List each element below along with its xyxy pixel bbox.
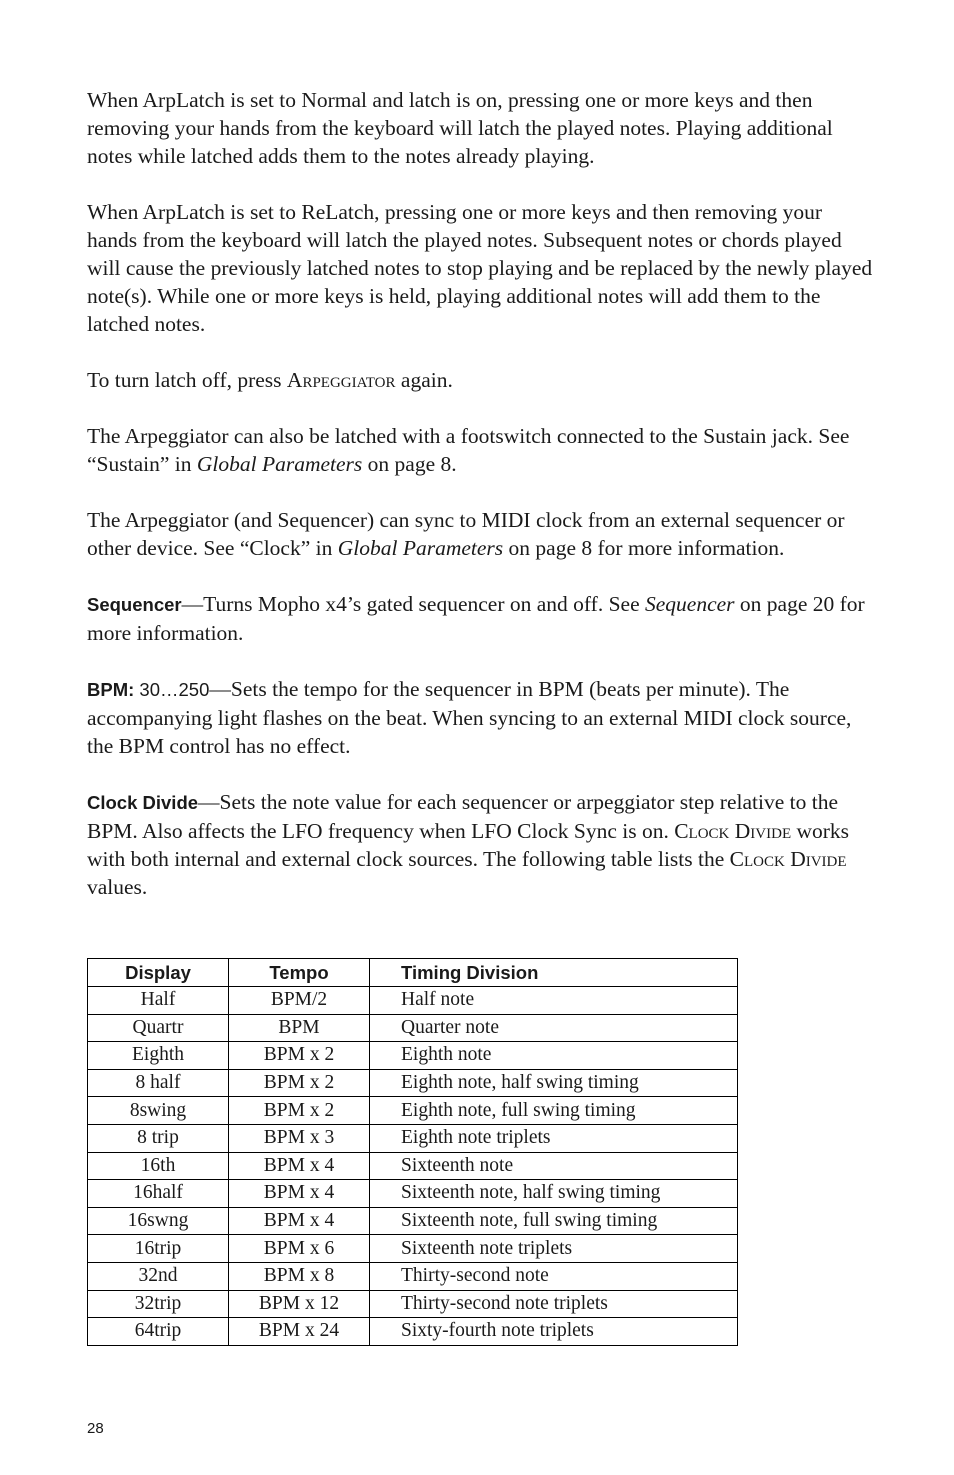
- cell-timing-division: Thirty-second note triplets: [370, 1290, 738, 1318]
- paragraph-bpm: BPM: 30…250—Sets the tempo for the sequencer in BPM (beats per minute). The accompanying light flashes on the beat. When syncing to an external MIDI clock source, the BPM control has no effect.: [87, 677, 852, 758]
- table-row: [88, 1014, 738, 1042]
- cell-timing-division: Half note: [370, 987, 738, 1015]
- cell-tempo: BPM/2: [229, 987, 370, 1015]
- cell-timing-division: Sixteenth note triplets: [370, 1235, 738, 1263]
- table-row: [88, 1290, 738, 1318]
- cell-timing-division: Thirty-second note: [370, 1262, 738, 1290]
- cell-tempo: BPM x 12: [229, 1290, 370, 1318]
- cell-display: 16swng: [88, 1207, 229, 1235]
- cell-display: 8 trip: [88, 1124, 229, 1152]
- cell-tempo: BPM x 2: [229, 1042, 370, 1070]
- paragraph-sequencer: Sequencer—Turns Mopho x4’s gated sequencer on and off. See Sequencer on page 20 for more information.: [87, 592, 865, 645]
- cell-timing-division: Eighth note, half swing timing: [370, 1069, 738, 1097]
- cell-display: 16th: [88, 1152, 229, 1180]
- cell-timing-division: Quarter note: [370, 1014, 738, 1042]
- cell-display: Quartr: [88, 1014, 229, 1042]
- cell-timing-division: Sixty-fourth note triplets: [370, 1318, 738, 1346]
- table-row: [88, 1207, 738, 1235]
- cell-display: 8swing: [88, 1097, 229, 1125]
- cell-timing-division: Eighth note: [370, 1042, 738, 1070]
- bpm-range: 30…250: [134, 679, 210, 700]
- paragraph-clock-divide: Clock Divide—Sets the note value for each sequencer or arpeggiator step relative to the BPM. Also affects the LFO frequency when LFO Clock Sync is on. Clock Divide works with both internal and external clock sources. The following table lists the Clock Divide values.: [87, 790, 850, 899]
- cell-display: 32nd: [88, 1262, 229, 1290]
- table-body: [88, 987, 738, 1346]
- arpeggiator-button-ref: Arpeggiator: [286, 368, 396, 392]
- column-header-timing-division: Timing Division: [370, 959, 738, 987]
- cell-tempo: BPM x 8: [229, 1262, 370, 1290]
- table-row: [88, 1042, 738, 1070]
- table-row: [88, 1318, 738, 1346]
- table-row: [88, 1069, 738, 1097]
- global-parameters-ref: Global Parameters: [196, 452, 363, 476]
- table-row: [88, 987, 738, 1015]
- clock-divide-table: [87, 958, 738, 1346]
- cell-timing-division: Sixteenth note: [370, 1152, 738, 1180]
- paragraph-latch-off: To turn latch off, press Arpeggiator again.: [87, 368, 453, 392]
- cell-display: 16trip: [88, 1235, 229, 1263]
- cell-tempo: BPM x 3: [229, 1124, 370, 1152]
- cell-display: Eighth: [88, 1042, 229, 1070]
- cell-tempo: BPM x 4: [229, 1152, 370, 1180]
- cell-display: 32trip: [88, 1290, 229, 1318]
- column-header-tempo: Tempo: [229, 959, 370, 987]
- cell-timing-division: Sixteenth note, half swing timing: [370, 1180, 738, 1208]
- cell-tempo: BPM x 24: [229, 1318, 370, 1346]
- page-number: 28: [87, 1420, 104, 1437]
- paragraph-arplatch-relatch: When ArpLatch is set to ReLatch, pressing one or more keys and then removing your hands from the keyboard will latch the played notes. Subsequent notes or chords played will cause the previously latched notes to stop playing and be replaced by the newly played note(s). While one or more keys is held, playing additional notes will add them to the latched notes.: [87, 200, 873, 336]
- sequencer-term: Sequencer: [87, 594, 182, 615]
- sequencer-ref: Sequencer: [645, 592, 735, 616]
- table-row: [88, 1235, 738, 1263]
- cell-tempo: BPM x 6: [229, 1235, 370, 1263]
- table-row: [88, 1180, 738, 1208]
- cell-tempo: BPM x 4: [229, 1180, 370, 1208]
- table-row: [88, 1124, 738, 1152]
- cell-timing-division: Eighth note, full swing timing: [370, 1097, 738, 1125]
- cell-timing-division: Eighth note triplets: [370, 1124, 738, 1152]
- global-parameters-ref: Global Parameters: [337, 536, 504, 560]
- cell-tempo: BPM x 2: [229, 1097, 370, 1125]
- cell-timing-division: Sixteenth note, full swing timing: [370, 1207, 738, 1235]
- cell-tempo: BPM x 4: [229, 1207, 370, 1235]
- cell-display: 64trip: [88, 1318, 229, 1346]
- paragraph-arplatch-normal: When ArpLatch is set to Normal and latch is on, pressing one or more keys and then removing your hands from the keyboard will latch the played notes. Playing additional notes while latched adds them to the notes already playing.: [87, 88, 833, 168]
- cell-tempo: BPM x 2: [229, 1069, 370, 1097]
- table-row: [88, 1097, 738, 1125]
- cell-display: 8 half: [88, 1069, 229, 1097]
- paragraph-footswitch: The Arpeggiator can also be latched with a footswitch connected to the Sustain jack. See “Sustain” in Global Parameters on page 8.: [87, 424, 850, 476]
- cell-display: 16half: [88, 1180, 229, 1208]
- table-row: [88, 1152, 738, 1180]
- table-row: [88, 1262, 738, 1290]
- cell-display: Half: [88, 987, 229, 1015]
- bpm-term: BPM:: [87, 679, 135, 700]
- cell-tempo: BPM: [229, 1014, 370, 1042]
- table-header-row: [88, 959, 738, 987]
- clock-divide-term: Clock Divide: [87, 792, 199, 813]
- paragraph-midi-clock: The Arpeggiator (and Sequencer) can sync to MIDI clock from an external sequencer or other device. See “Clock” in Global Parameters on page 8 for more information.: [87, 508, 845, 560]
- column-header-display: Display: [88, 959, 229, 987]
- page-body: [87, 86, 877, 929]
